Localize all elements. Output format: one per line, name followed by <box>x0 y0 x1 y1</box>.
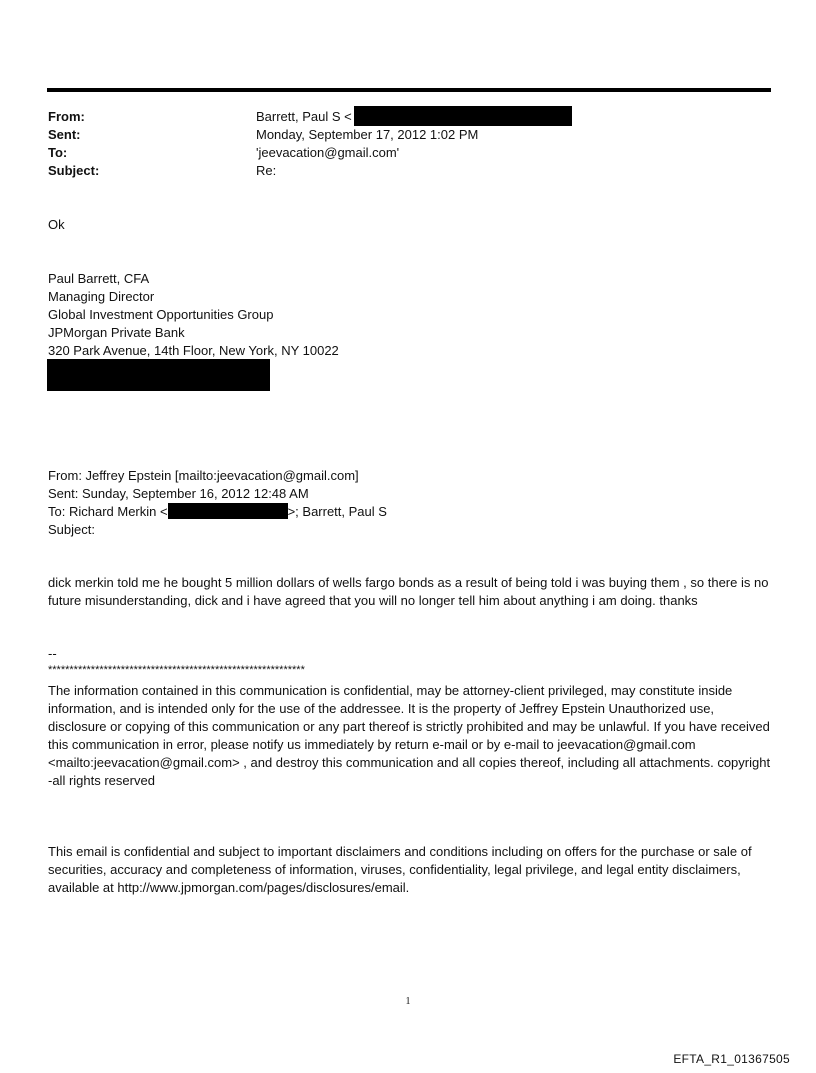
from-name: Barrett, Paul S < <box>256 109 352 124</box>
signature-group: Global Investment Opportunities Group <box>48 307 274 322</box>
signature-title: Managing Director <box>48 289 155 304</box>
quoted-subject: Subject: <box>48 522 95 537</box>
subject-row <box>48 162 768 180</box>
confidentiality-disclaimer: The information contained in this communication is confidential, may be attorney-client privileged, may constitute inside information, and is intended only for the use of the addressee. It is the property of Jeffrey Epstein Unauthorized use, disclosure or copying of this communication or any part thereof is strictly prohibited and may be unlawful. If you have received this communication in error, please notify us immediately by return e-mail or by e-mail to jeevacation@gmail.com <mailto:jeevacation@gmail.com> , and destroy this communication and all copies thereof, including all attachments. copyright -all rights reserved <box>48 683 771 788</box>
quoted-message: dick merkin told me he bought 5 million dollars of wells fargo bonds as a result of being told i was buying them , so there is no future misunderstanding, dick and i have agreed that you will no longer tell him about anything i am doing. thanks <box>48 575 769 608</box>
from-value <box>256 108 572 126</box>
signature-name: Paul Barrett, CFA <box>48 271 150 286</box>
sent-value: Monday, September 17, 2012 1:02 PM <box>256 127 479 142</box>
redaction-box <box>354 106 572 126</box>
jpmorgan-disclaimer: This email is confidential and subject to important disclaimers and conditions including on offers for the purchase or sale of securities, accuracy and completeness of information, viruses, confidentiality, legal privilege, and legal entity disclaimers, available at http://www.jpmorgan.com/pages/disclosures/email. <box>48 844 752 895</box>
quoted-header <box>48 467 772 539</box>
sent-label: Sent: <box>48 127 81 142</box>
from-row <box>48 108 768 126</box>
sent-row <box>48 126 768 144</box>
dashes: -- <box>48 646 57 661</box>
signature-block <box>48 270 772 360</box>
email-header <box>48 108 768 180</box>
subject-label: Subject: <box>48 163 100 178</box>
signature-company: JPMorgan Private Bank <box>48 325 185 340</box>
to-label: To: <box>48 145 68 160</box>
signature-address: 320 Park Avenue, 14th Floor, New York, NY 10022 <box>48 343 339 358</box>
signature-redaction-box <box>47 359 270 391</box>
quoted-to <box>48 503 772 521</box>
stars-separator: ************************************************************ <box>48 664 305 676</box>
quoted-from: From: Jeffrey Epstein [mailto:jeevacation@gmail.com] <box>48 468 359 483</box>
quoted-sent: Sent: Sunday, September 16, 2012 12:48 AM <box>48 486 309 501</box>
page-number: 1 <box>405 996 411 1007</box>
from-label: From: <box>48 109 85 124</box>
to-row <box>48 144 768 162</box>
subject-value: Re: <box>256 163 277 178</box>
quoted-to-prefix: To: Richard Merkin < <box>48 504 168 519</box>
quoted-to-suffix: >; Barrett, Paul S <box>287 504 387 519</box>
reply-text: Ok <box>48 217 65 232</box>
header-rule <box>47 88 771 92</box>
to-value: 'jeevacation@gmail.com' <box>256 145 400 160</box>
bates-number: EFTA_R1_01367505 <box>673 1052 790 1066</box>
redaction-box <box>168 503 288 519</box>
